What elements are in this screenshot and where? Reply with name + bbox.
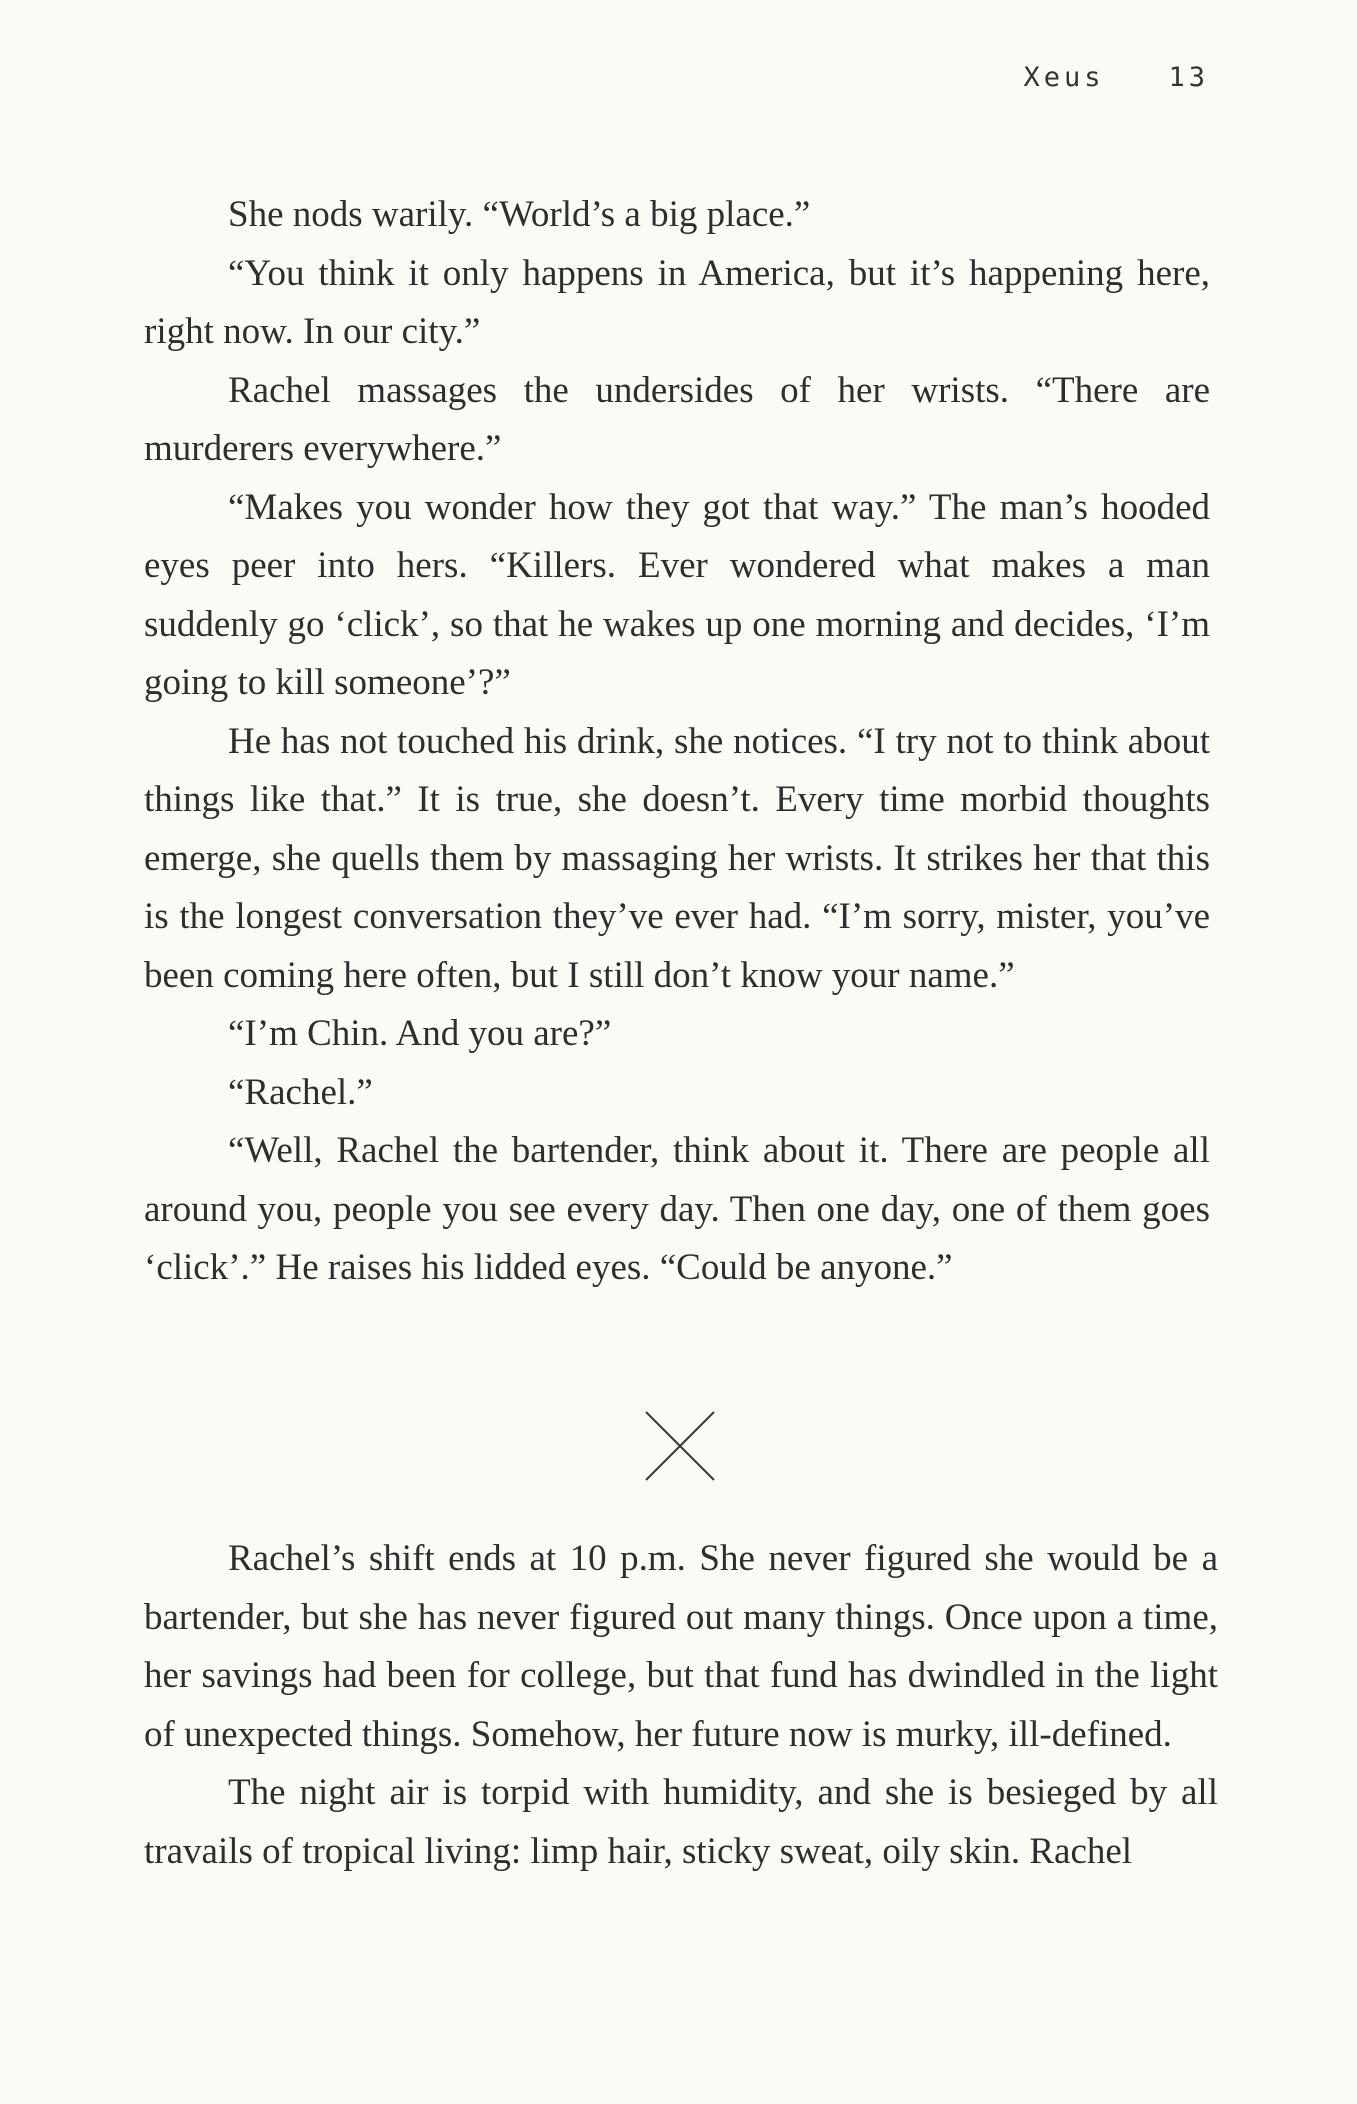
paragraph: “Makes you wonder how they got that way.” The man’s hooded eyes peer into hers. “Killers. Ever wondered what makes a man suddenly go ‘click’, so that he wakes up one morning and decides, ‘I’m going to kill someone’?”: [144, 486, 1210, 703]
paragraph: “You think it only happens in America, but it’s happening here, right now. In our city.”: [144, 252, 1210, 352]
running-title: Xeus: [1023, 62, 1105, 93]
paragraph: She nods warily. “World’s a big place.”: [228, 194, 811, 235]
paragraph: “Well, Rachel the bartender, think about it. There are people all around you, people you see every day. Then one day, one of them goes ‘click’.” He raises his lidded eyes. “Could be anyone.”: [144, 1130, 1210, 1288]
text-block-before-break: [144, 186, 1210, 1298]
text-block-after-break: [144, 1530, 1218, 1881]
paragraph: Rachel’s shift ends at 10 p.m. She never figured she would be a bartender, but she has never figured out many things. Once upon a time, her savings had been for college, but that fund has dwindled in the light of unexpected things. Somehow, her future now is murky, ill-defined.: [144, 1538, 1218, 1755]
paragraph: The night air is torpid with humidity, and she is besieged by all travails of tropical living: limp hair, sticky sweat, oily skin. Rachel: [144, 1772, 1218, 1872]
x-ornament-icon: [642, 1408, 718, 1484]
paragraph: “Rachel.”: [228, 1071, 373, 1113]
paragraph: “I’m Chin. And you are?”: [228, 1013, 612, 1054]
page-number: 13: [1168, 62, 1209, 93]
paragraph: Rachel massages the undersides of her wrists. “There are murderers everywhere.”: [144, 369, 1210, 469]
paragraph: He has not touched his drink, she notices. “I try not to think about things like that.” It is true, she doesn’t. Every time morbid thoughts emerge, she quells them by massaging her wrists. It strikes her that this is the longest conversation they’ve ever had. “I’m sorry, mister, you’ve been coming here often, but I still don’t know your name.”: [144, 720, 1210, 996]
running-head: [1023, 62, 1209, 93]
